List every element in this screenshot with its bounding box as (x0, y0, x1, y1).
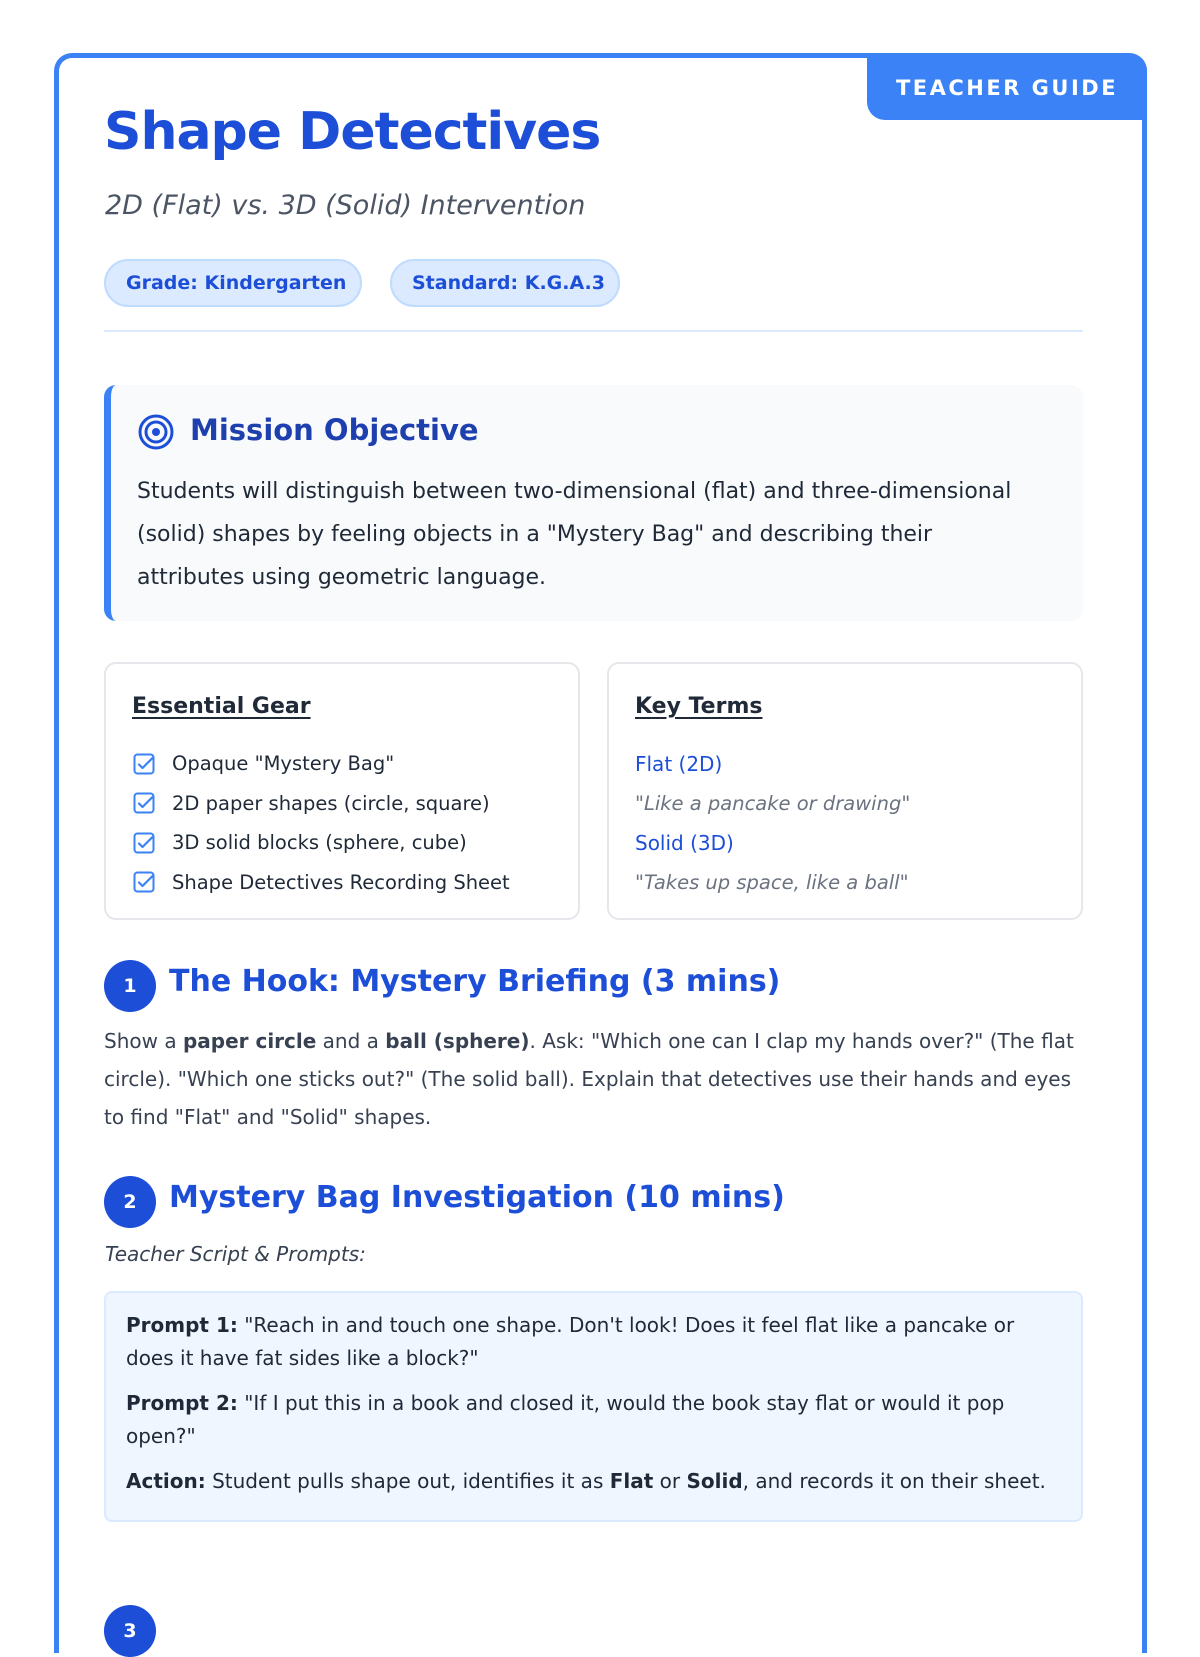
key-term: Solid (3D) (635, 830, 734, 855)
key-terms-box (607, 662, 1083, 920)
key-term: Flat (2D) (635, 751, 723, 776)
page-subtitle: 2D (Flat) vs. 3D (Solid) Intervention (105, 190, 586, 221)
step-number-badge: 1 (104, 960, 156, 1012)
gear-item (132, 744, 510, 784)
key-terms-list (635, 744, 910, 902)
page-title: Shape Detectives (104, 102, 601, 162)
step-number-badge: 3 (104, 1605, 156, 1657)
mission-objective-text: Students will distinguish between two-dimensional (flat) and three-dimensional (solid) shapes by feeling objects in a "Mystery Bag" and describing their attributes using geometric language. (137, 479, 1012, 590)
step-title: The Hook: Mystery Briefing (3 mins) (169, 964, 781, 999)
header-divider (104, 330, 1083, 332)
prompt-item: Prompt 2: "If I put this in a book and closed it, would the book stay flat or would it pop open?" (126, 1391, 1005, 1448)
target-icon (137, 413, 175, 451)
teacher-guide-badge: TEACHER GUIDE (867, 53, 1147, 120)
checkbox-checked-icon (132, 752, 156, 776)
essential-gear-list (132, 744, 510, 902)
mission-objective-title: Mission Objective (190, 413, 479, 447)
gear-item-label: 3D solid blocks (sphere, cube) (172, 831, 467, 855)
step-description: Show a paper circle and a ball (sphere). Ask: "Which one can I clap my hands over?" (The flat circle). "Which one sticks out?" (The solid ball). Explain that detectives use their hands and eyes to find "Flat" and "Solid" shapes. (104, 1029, 1074, 1129)
step-number-badge: 2 (104, 1176, 156, 1228)
teacher-guide-card (54, 53, 1147, 1653)
mission-objective-panel (104, 385, 1083, 621)
gear-item (132, 784, 510, 824)
grade-badge: Grade: Kindergarten (104, 259, 362, 307)
action-item: Action: Student pulls shape out, identifies it as Flat or Solid, and records it on their sheet. (126, 1469, 1046, 1493)
gear-item-label: Opaque "Mystery Bag" (172, 752, 395, 776)
checkbox-checked-icon (132, 870, 156, 894)
gear-item (132, 823, 510, 863)
step-title: Mystery Bag Investigation (10 mins) (169, 1180, 785, 1215)
standard-badge: Standard: K.G.A.3 (390, 259, 620, 307)
key-term-definition: "Takes up space, like a ball" (635, 870, 909, 894)
essential-gear-box (104, 662, 580, 920)
essential-gear-title: Essential Gear (132, 694, 311, 719)
gear-item-label: Shape Detectives Recording Sheet (172, 870, 510, 894)
teacher-prompts-box (104, 1291, 1083, 1522)
checkbox-checked-icon (132, 831, 156, 855)
checkbox-checked-icon (132, 791, 156, 815)
gear-item (132, 863, 510, 903)
teacher-script-label: Teacher Script & Prompts: (105, 1242, 366, 1266)
key-term-definition: "Like a pancake or drawing" (635, 791, 911, 815)
prompt-item: Prompt 1: "Reach in and touch one shape. Don't look! Does it feel flat like a pancake or does it have fat sides like a block?" (126, 1313, 1015, 1370)
gear-item-label: 2D paper shapes (circle, square) (172, 791, 490, 815)
key-terms-title: Key Terms (635, 694, 763, 719)
